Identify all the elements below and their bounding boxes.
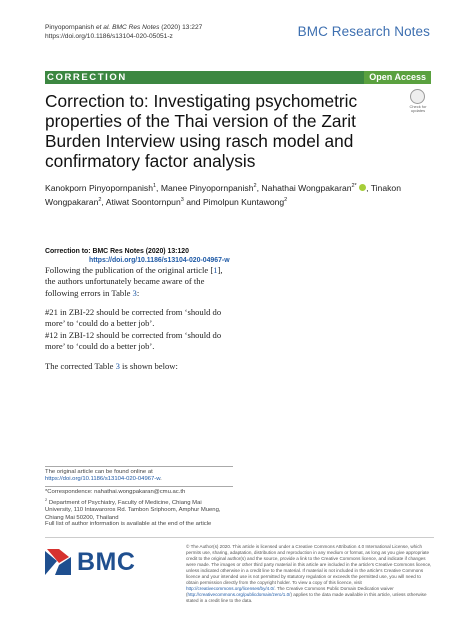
author-name[interactable]: Manee Pinyopornpanish [160,182,254,193]
author-name[interactable]: Pimolpun Kuntawong [202,196,285,207]
author-name[interactable]: Tinakon Wongpakaran [45,182,401,207]
cc-license-link[interactable]: http://creativecommons.org/licenses/by/4.0/ [186,586,275,592]
full-author-info-note: Full list of author information is available at the end of the article [45,521,212,527]
table-link[interactable]: 3 [132,287,137,298]
affiliation-note: $^2$ Department of Psychiatry, Faculty of Medicine, Chiang Mai University, 110 Intawaroros Rd. Tambon Sriphoom, Amphur Mueng, Chiang Mai 50200, Thailand [45,497,221,521]
article-title: Correction to: Investigating psychometric properties of the Thai version of the Zarit Burden Interview using rasch model and confirmatory factor analysis [45,91,358,171]
citation-authors: Pinyopornpanish [45,24,95,31]
author-name[interactable]: Atiwat Soontornpun [105,196,181,207]
journal-name: BMC Research Notes [297,24,430,39]
author-list: Kanokporn Pinyopornpanish$^1$, Manee Pinyopornpanish$^2$, Nahathai Wongpakaran$^{2*}$ , Tinakon Wongpakaran$^2$, Atiwat Soontornpun$^3$ and Pimolpun Kuntawong$^2$ [45,182,401,207]
bmc-logo-text: BMC [77,548,136,576]
citation-journal: et al. BMC Res Notes [95,24,160,31]
check-updates-icon [410,89,425,104]
table-link[interactable]: 3 [115,361,120,371]
correction-item-2: #12 in ZBI-12 should be corrected from ‘should do more’ to ‘could do a better job’. [45,330,222,352]
open-access-badge: Open Access [364,71,431,84]
original-article-link[interactable]: https://doi.org/10.1186/s13104-020-04967-w [45,476,161,483]
footer-divider [45,537,434,538]
check-for-updates-button[interactable] [405,89,431,117]
author-name[interactable]: Kanokporn Pinyopornpanish [45,182,153,193]
correspondence-email[interactable]: nahathai.wongpakaran@cmu.ac.th [94,489,186,495]
correction-doi-link[interactable]: https://doi.org/10.1186/s13104-020-04967-w [89,257,230,264]
running-header [45,24,202,41]
article-type-label: CORRECTION [45,71,133,84]
original-article-note: The original article can be found online at https://doi.org/10.1186/s13104-020-04967-w. [45,469,162,483]
reference-link[interactable]: 1 [213,265,218,275]
body-paragraph-1: Following the publication of the original article [1], the authors unfortunately became aware of the following errors in Table 3: [45,265,223,298]
correction-reference: Correction to: BMC Res Notes (2020) 13:120 [45,248,189,255]
header-doi[interactable]: https://doi.org/10.1186/s13104-020-05051-z [45,32,173,40]
bmc-logo [45,547,165,577]
correction-item-1: #21 in ZBI-22 should be corrected from ‘should do more’ to ‘could do a better job’. [45,307,222,329]
body-paragraph-2: The corrected Table 3 is shown below: [45,361,178,371]
author-name[interactable]: Nahathai Wongpakaran [261,182,352,193]
orcid-icon[interactable] [359,184,366,191]
cc-zero-link[interactable]: http://creativecommons.org/publicdomain/zero/1.0/ [187,592,291,598]
bmc-logo-icon [45,547,73,575]
correspondence-note: *Correspondence: nahathai.wongpakaran@cmu.ac.th [45,489,186,495]
footnote-divider [45,486,233,487]
citation-year: (2020) 13:227 [161,24,203,31]
check-updates-label: Check for updates [409,104,427,114]
footnote-divider [45,466,233,467]
license-text: © The Author(s) 2020. This article is licensed under a Creative Commons Attribution 4.0 International License, which permits use, sharing, adaptation, distribution and reproduction in any medium or format, as long as you give appropriate credit to the original author(s) and the source, provide a link to the Creative Commons licence, and indicate if changes were made. The images or other third party material in this article are included in the article’s Creative Commons licence, unless indicated otherwise in a credit line to the material. If material is not included in the article’s Creative Commons licence and your intended use is not permitted by statutory regulation or exceeds the permitted use, you will need to obtain permission directly from the copyright holder. To view a copy of this licence, visit http://creativecommons.org/licenses/by/4.0/. The Creative Commons Public Domain Dedication waiver (http://creativecommons.org/publicdomain/zero/1.0/) applies to the data made available in this article, unless otherwise stated in a credit line to the data. [186,544,432,604]
